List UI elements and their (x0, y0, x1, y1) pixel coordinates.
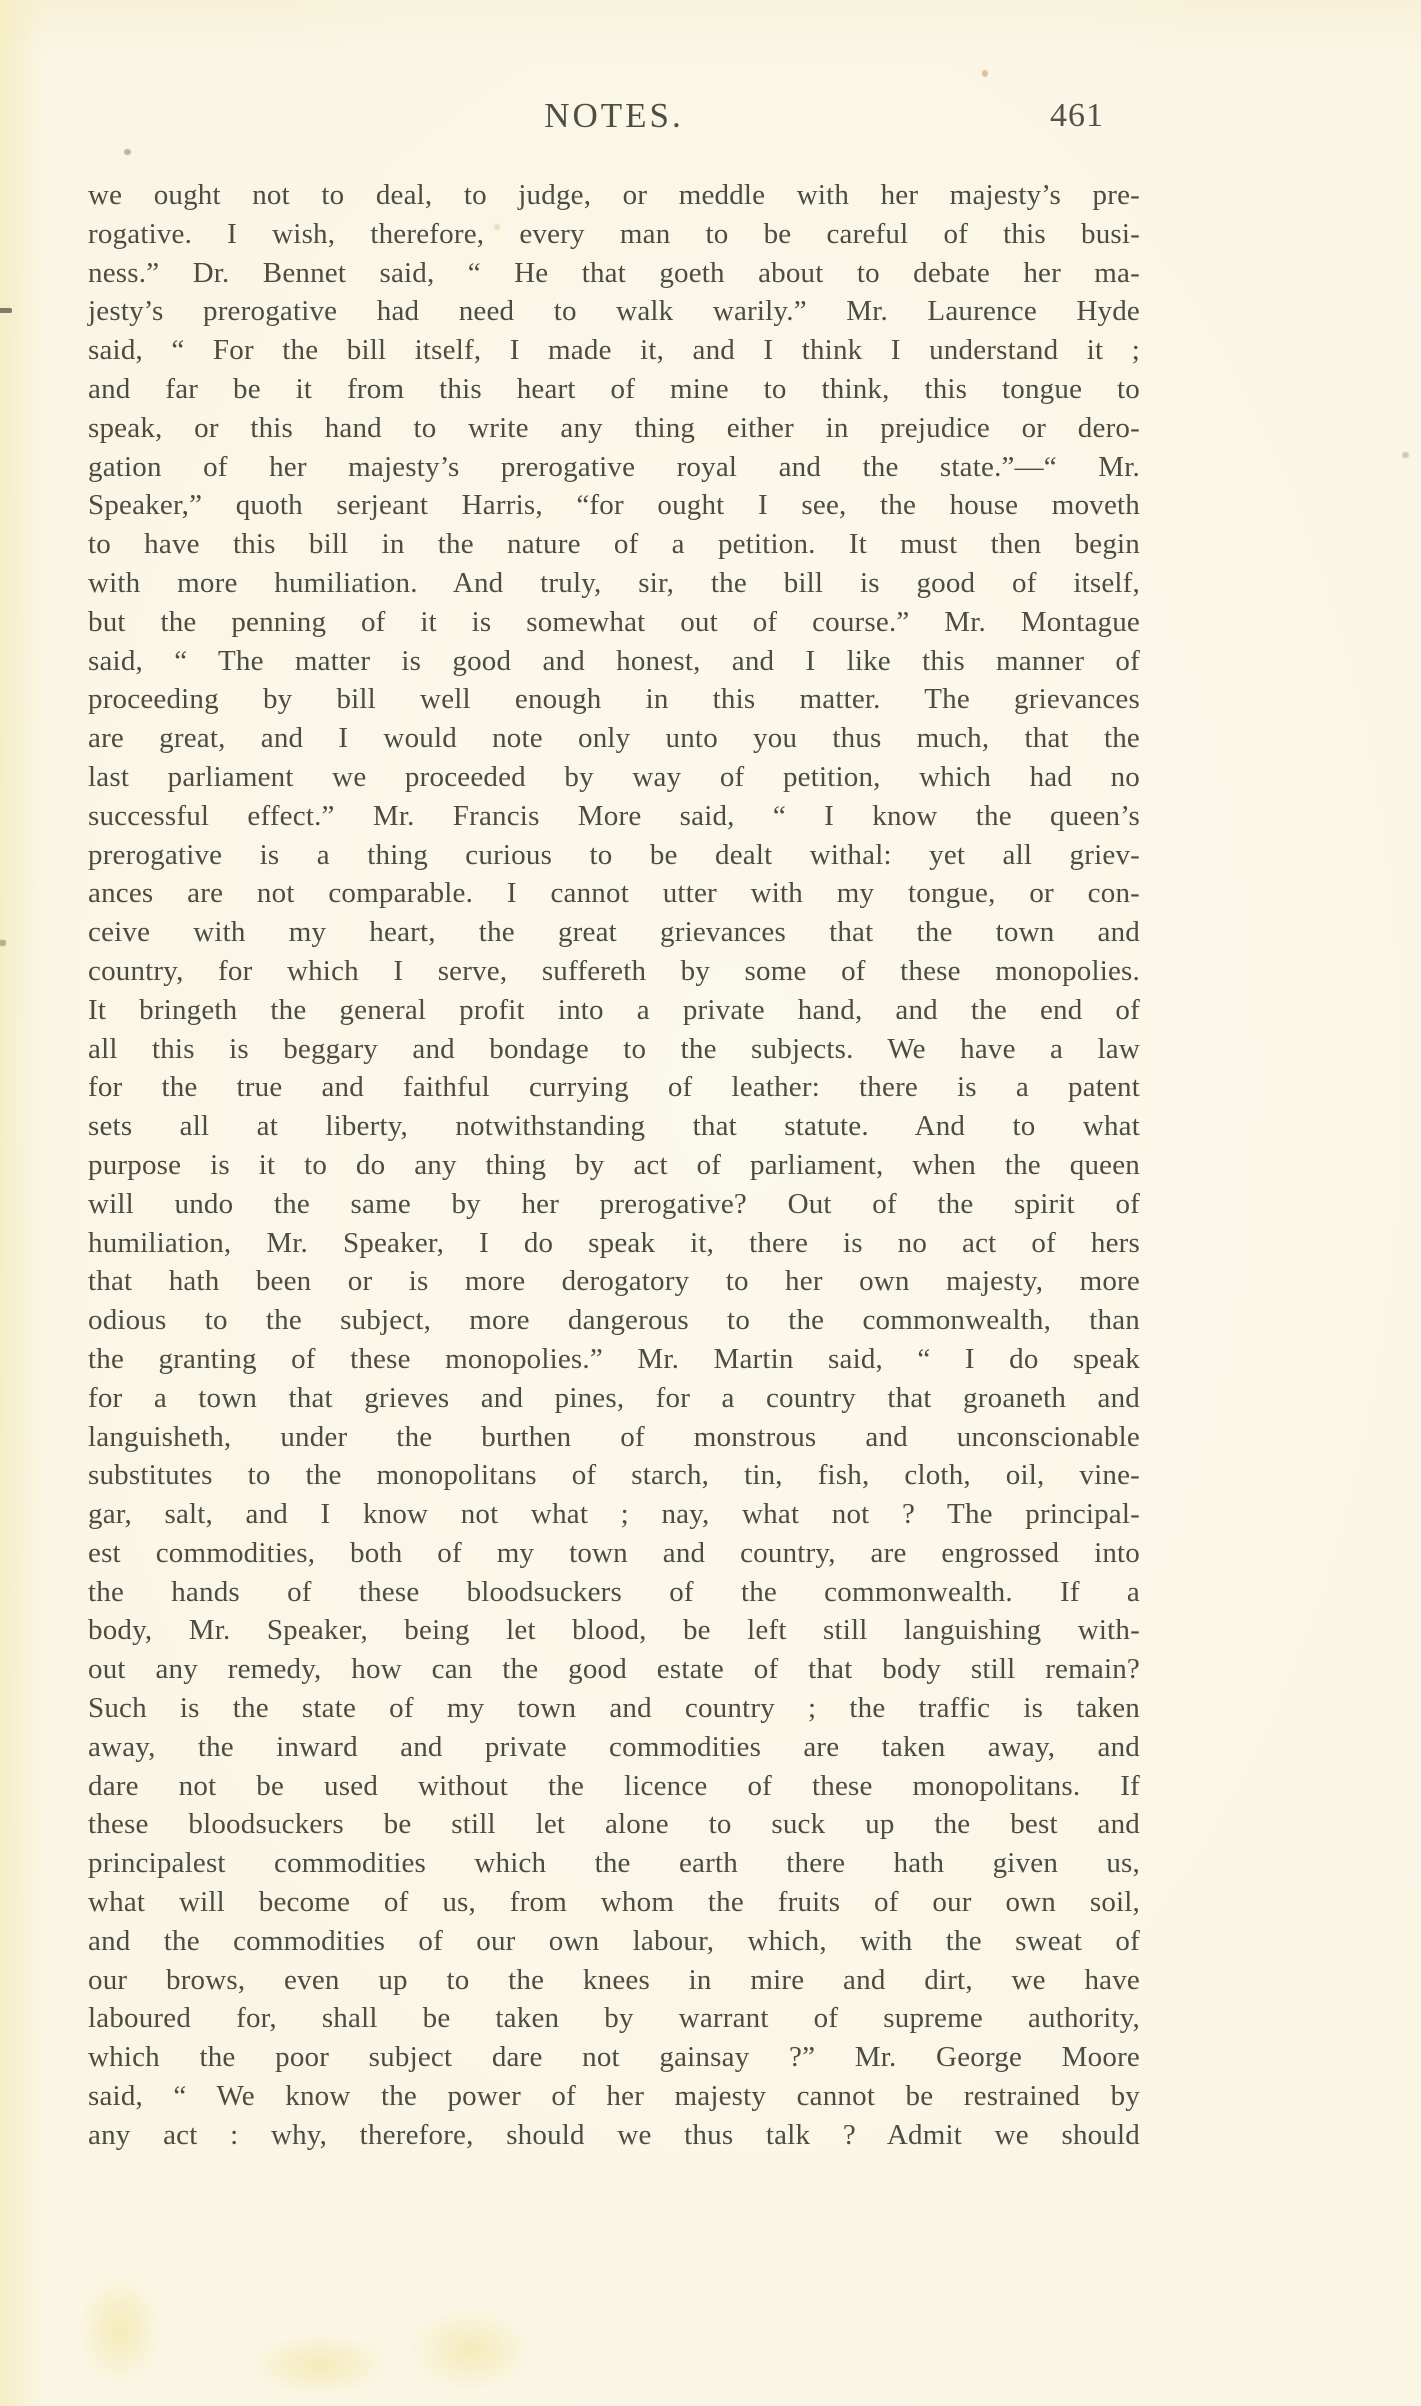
text-line: languisheth, under the burthen of monstrous and unconscionable (88, 1420, 1140, 1453)
text-line: proceeding by bill well enough in this matter. The grievances (88, 683, 1140, 716)
text-line: gation of her majesty’s prerogative royal and the state.”—“ Mr. (88, 450, 1140, 483)
text-line: Such is the state of my town and country ; the traffic is taken (88, 1692, 1140, 1725)
text-line: rogative. I wish, therefore, every man to be careful of this busi- (88, 217, 1140, 250)
text-line: with more humiliation. And truly, sir, the bill is good of itself, (88, 566, 1140, 599)
text-line: ness.” Dr. Bennet said, “ He that goeth about to debate her ma- (88, 256, 1140, 289)
text-line: said, “ The matter is good and honest, and I like this manner of (88, 644, 1140, 677)
text-line: sets all at liberty, notwithstanding that statute. And to what (88, 1110, 1140, 1143)
page-header (88, 96, 1140, 140)
text-line: that hath been or is more derogatory to her own majesty, more (88, 1265, 1140, 1298)
text-line: are great, and I would note only unto you thus much, that the (88, 722, 1140, 755)
scan-speck (0, 940, 6, 946)
scan-smudge (380, 2290, 560, 2406)
text-line: for a town that grieves and pines, for a country that groaneth and (88, 1381, 1140, 1414)
scan-speck (124, 149, 131, 155)
text-line: and far be it from this heart of mine to think, this tongue to (88, 372, 1140, 405)
text-line: gar, salt, and I know not what ; nay, what not ? The principal- (88, 1498, 1140, 1531)
page-number: 461 (1050, 97, 1104, 134)
text-line: but the penning of it is somewhat out of course.” Mr. Montague (88, 605, 1140, 638)
text-line: It bringeth the general profit into a private hand, and the end of (88, 993, 1140, 1026)
running-head-title: NOTES. (544, 96, 684, 135)
text-line: all this is beggary and bondage to the subjects. We have a law (88, 1032, 1140, 1065)
text-line: Speaker,” quoth serjeant Harris, “for ought I see, the house moveth (88, 489, 1140, 522)
scan-smudge (220, 2320, 420, 2406)
text-line: away, the inward and private commodities are taken away, and (88, 1730, 1140, 1763)
text-line: will undo the same by her prerogative? Out of the spirit of (88, 1187, 1140, 1220)
text-line: out any remedy, how can the good estate of that body still remain? (88, 1653, 1140, 1686)
text-line: to have this bill in the nature of a petition. It must then begin (88, 528, 1140, 561)
page-text (88, 176, 1140, 2155)
text-line: said, “ For the bill itself, I made it, and I think I understand it ; (88, 334, 1140, 367)
text-line: dare not be used without the licence of these monopolitans. If (88, 1769, 1140, 1802)
text-line: these bloodsuckers be still let alone to suck up the best and (88, 1808, 1140, 1841)
text-line: what will become of us, from whom the fruits of our own soil, (88, 1886, 1140, 1919)
text-line: laboured for, shall be taken by warrant of supreme authority, (88, 2002, 1140, 2035)
text-line: any act : why, therefore, should we thus talk ? Admit we should (88, 2118, 1140, 2151)
text-line: said, “ We know the power of her majesty cannot be restrained by (88, 2080, 1140, 2113)
text-line: jesty’s prerogative had need to walk warily.” Mr. Laurence Hyde (88, 295, 1140, 328)
text-line: humiliation, Mr. Speaker, I do speak it, there is no act of hers (88, 1226, 1140, 1259)
scan-speck (1402, 452, 1409, 458)
text-line: speak, or this hand to write any thing either in prejudice or dero- (88, 411, 1140, 444)
text-line: body, Mr. Speaker, being let blood, be left still languishing with- (88, 1614, 1140, 1647)
text-line: successful effect.” Mr. Francis More said, “ I know the queen’s (88, 799, 1140, 832)
text-line: our brows, even up to the knees in mire and dirt, we have (88, 1963, 1140, 1996)
text-line: est commodities, both of my town and country, are engrossed into (88, 1536, 1140, 1569)
scan-smudge (60, 2250, 180, 2406)
text-line: for the true and faithful currying of leather: there is a patent (88, 1071, 1140, 1104)
text-line: which the poor subject dare not gainsay ?” Mr. George Moore (88, 2041, 1140, 2074)
text-line: the granting of these monopolies.” Mr. Martin said, “ I do speak (88, 1342, 1140, 1375)
text-line: and the commodities of our own labour, which, with the sweat of (88, 1924, 1140, 1957)
text-line: principalest commodities which the earth there hath given us, (88, 1847, 1140, 1880)
text-line: we ought not to deal, to judge, or meddle with her majesty’s pre- (88, 179, 1140, 211)
scan-speck (982, 70, 988, 77)
text-line: the hands of these bloodsuckers of the commonwealth. If a (88, 1575, 1140, 1608)
text-line: odious to the subject, more dangerous to the commonwealth, than (88, 1304, 1140, 1337)
text-line: ceive with my heart, the great grievances that the town and (88, 916, 1140, 949)
text-line: substitutes to the monopolitans of starch, tin, fish, cloth, oil, vine- (88, 1459, 1140, 1492)
scan-speck (0, 308, 12, 313)
text-line: prerogative is a thing curious to be dealt withal: yet all griev- (88, 838, 1140, 871)
text-line: purpose is it to do any thing by act of parliament, when the queen (88, 1148, 1140, 1181)
text-line: ances are not comparable. I cannot utter with my tongue, or con- (88, 877, 1140, 910)
text-line: last parliament we proceeded by way of petition, which had no (88, 760, 1140, 793)
text-line: country, for which I serve, suffereth by some of these monopolies. (88, 954, 1140, 987)
